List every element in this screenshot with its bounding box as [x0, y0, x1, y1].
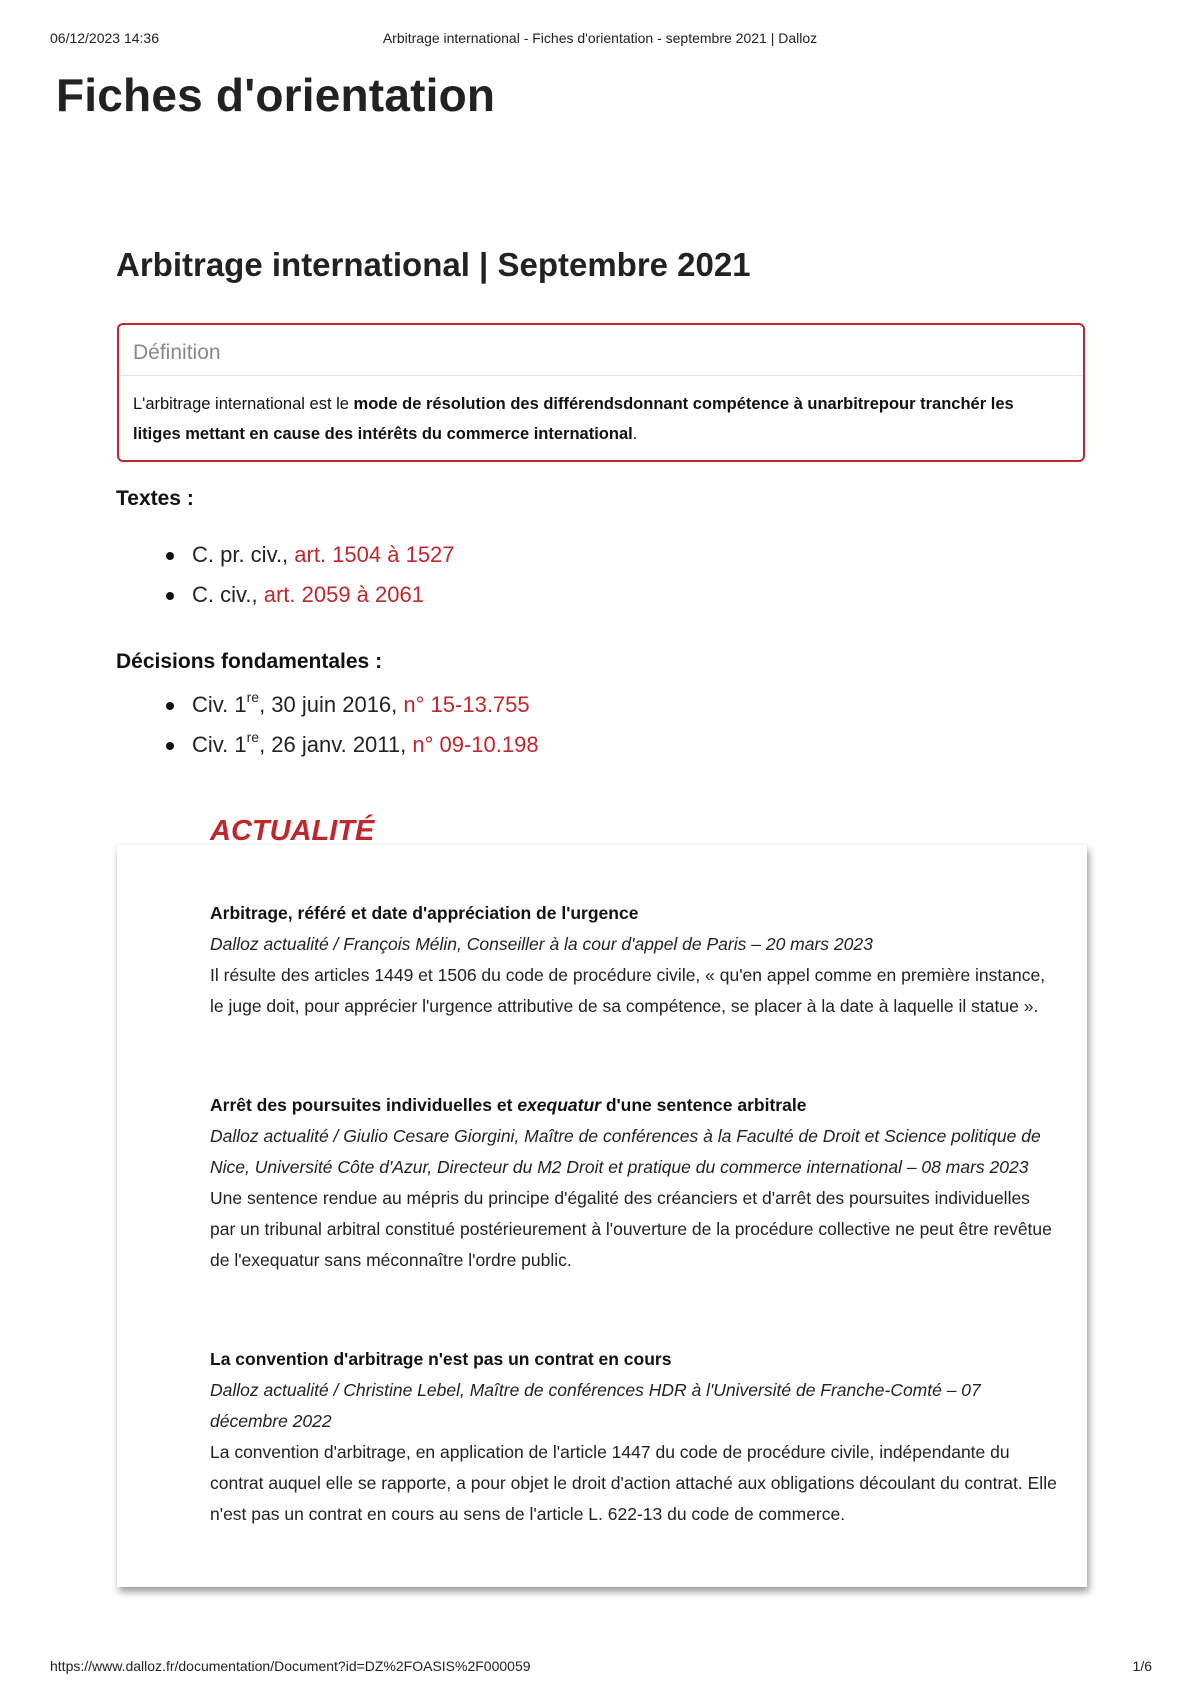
news-title-italic: exequatur: [517, 1095, 601, 1115]
list-item: [166, 725, 539, 765]
list-item: [166, 685, 539, 725]
decision-court: Civ. 1: [192, 732, 247, 757]
textes-heading: Textes :: [116, 487, 194, 510]
definition-end: .: [632, 425, 638, 443]
news-title[interactable]: [210, 1090, 1060, 1121]
decision-date: , 30 juin 2016,: [259, 692, 404, 717]
definition-bold-text: mode de résolution des différendsdonnant compétence à unarbitrepour tranchér les litiges mettant en cause des intérêts du commerce international: [133, 395, 1014, 443]
news-title-part1: Arrêt des poursuites individuelles et: [210, 1095, 518, 1115]
bullet-icon: [166, 702, 174, 710]
decision-link[interactable]: n° 15-13.755: [403, 692, 530, 717]
print-header-datetime: 06/12/2023 14:36: [50, 30, 159, 46]
news-title[interactable]: La convention d'arbitrage n'est pas un contrat en cours: [210, 1349, 672, 1369]
news-author: Dalloz actualité / Giulio Cesare Giorgini, Maître de conférences à la Faculté de Droit et Science politique de Nice, Université Côte d'Azur, Directeur du M2 Droit et pratique du commerce international – 08 mars 2023: [210, 1126, 1041, 1177]
news-summary: La convention d'arbitrage, en application de l'article 1447 du code de procédure civile, indépendante du contrat auquel elle se rapporte, a pour objet le droit d'action attaché aux obligations découlant du contrat. Elle n'est pas un contrat en cours au sens de l'article L. 622-13 du code de commerce.: [210, 1442, 1057, 1524]
news-title[interactable]: Arbitrage, référé et date d'appréciation de l'urgence: [210, 903, 639, 923]
bullet-icon: [166, 592, 174, 600]
news-item: [210, 1090, 1060, 1276]
list-item: [166, 535, 455, 575]
list-item-prefix: C. civ.,: [192, 582, 264, 607]
news-title-part2: d'une sentence arbitrale: [600, 1095, 807, 1115]
decision-chamber-sup: re: [246, 728, 260, 745]
list-item-prefix: C. pr. civ.,: [192, 542, 295, 567]
news-summary: Une sentence rendue au mépris du principe d'égalité des créanciers et d'arrêt des poursuites individuelles par un tribunal arbitral constitué postérieurement à l'ouverture de la procédure collective ne peut être revêtue de l'exequatur sans méconnaître l'ordre public.: [210, 1188, 1052, 1270]
bullet-icon: [166, 552, 174, 560]
news-item: [210, 1344, 1060, 1530]
news-author: Dalloz actualité / Christine Lebel, Maître de conférences HDR à l'Université de Franche-Comté – 07 décembre 2022: [210, 1380, 981, 1431]
article-title: Arbitrage international | Septembre 2021: [116, 246, 751, 283]
print-footer-page: 1/6: [1132, 1658, 1152, 1674]
decision-link[interactable]: n° 09-10.198: [412, 732, 539, 757]
page-title: Fiches d'orientation: [56, 69, 496, 121]
definition-divider: [119, 375, 1083, 376]
news-item: [210, 898, 1060, 1022]
list-item: [166, 575, 455, 615]
bullet-icon: [166, 742, 174, 750]
article-link[interactable]: art. 2059 à 2061: [263, 582, 424, 607]
definition-text: [133, 389, 1063, 449]
textes-list: [166, 535, 455, 615]
definition-intro: L'arbitrage international est le: [133, 395, 354, 413]
article-link[interactable]: art. 1504 à 1527: [294, 542, 455, 567]
decision-date: , 26 janv. 2011,: [259, 732, 413, 757]
print-footer-url: https://www.dalloz.fr/documentation/Document?id=DZ%2FOASIS%2F000059: [50, 1658, 531, 1674]
decisions-heading: Décisions fondamentales :: [116, 650, 383, 673]
news-author: Dalloz actualité / François Mélin, Conseiller à la cour d'appel de Paris – 20 mars 2023: [210, 934, 873, 954]
decisions-list: [166, 685, 539, 765]
definition-heading: Définition: [133, 341, 221, 364]
definition-box: [117, 323, 1085, 462]
news-summary: Il résulte des articles 1449 et 1506 du code de procédure civile, « qu'en appel comme en première instance, le juge doit, pour apprécier l'urgence attributive de sa compétence, se placer à la date à laquelle il statue ».: [210, 965, 1046, 1016]
print-header-title: Arbitrage international - Fiches d'orientation - septembre 2021 | Dalloz: [382, 30, 818, 46]
actualite-heading: ACTUALITÉ: [210, 815, 375, 847]
decision-chamber-sup: re: [246, 688, 260, 705]
decision-court: Civ. 1: [192, 692, 247, 717]
